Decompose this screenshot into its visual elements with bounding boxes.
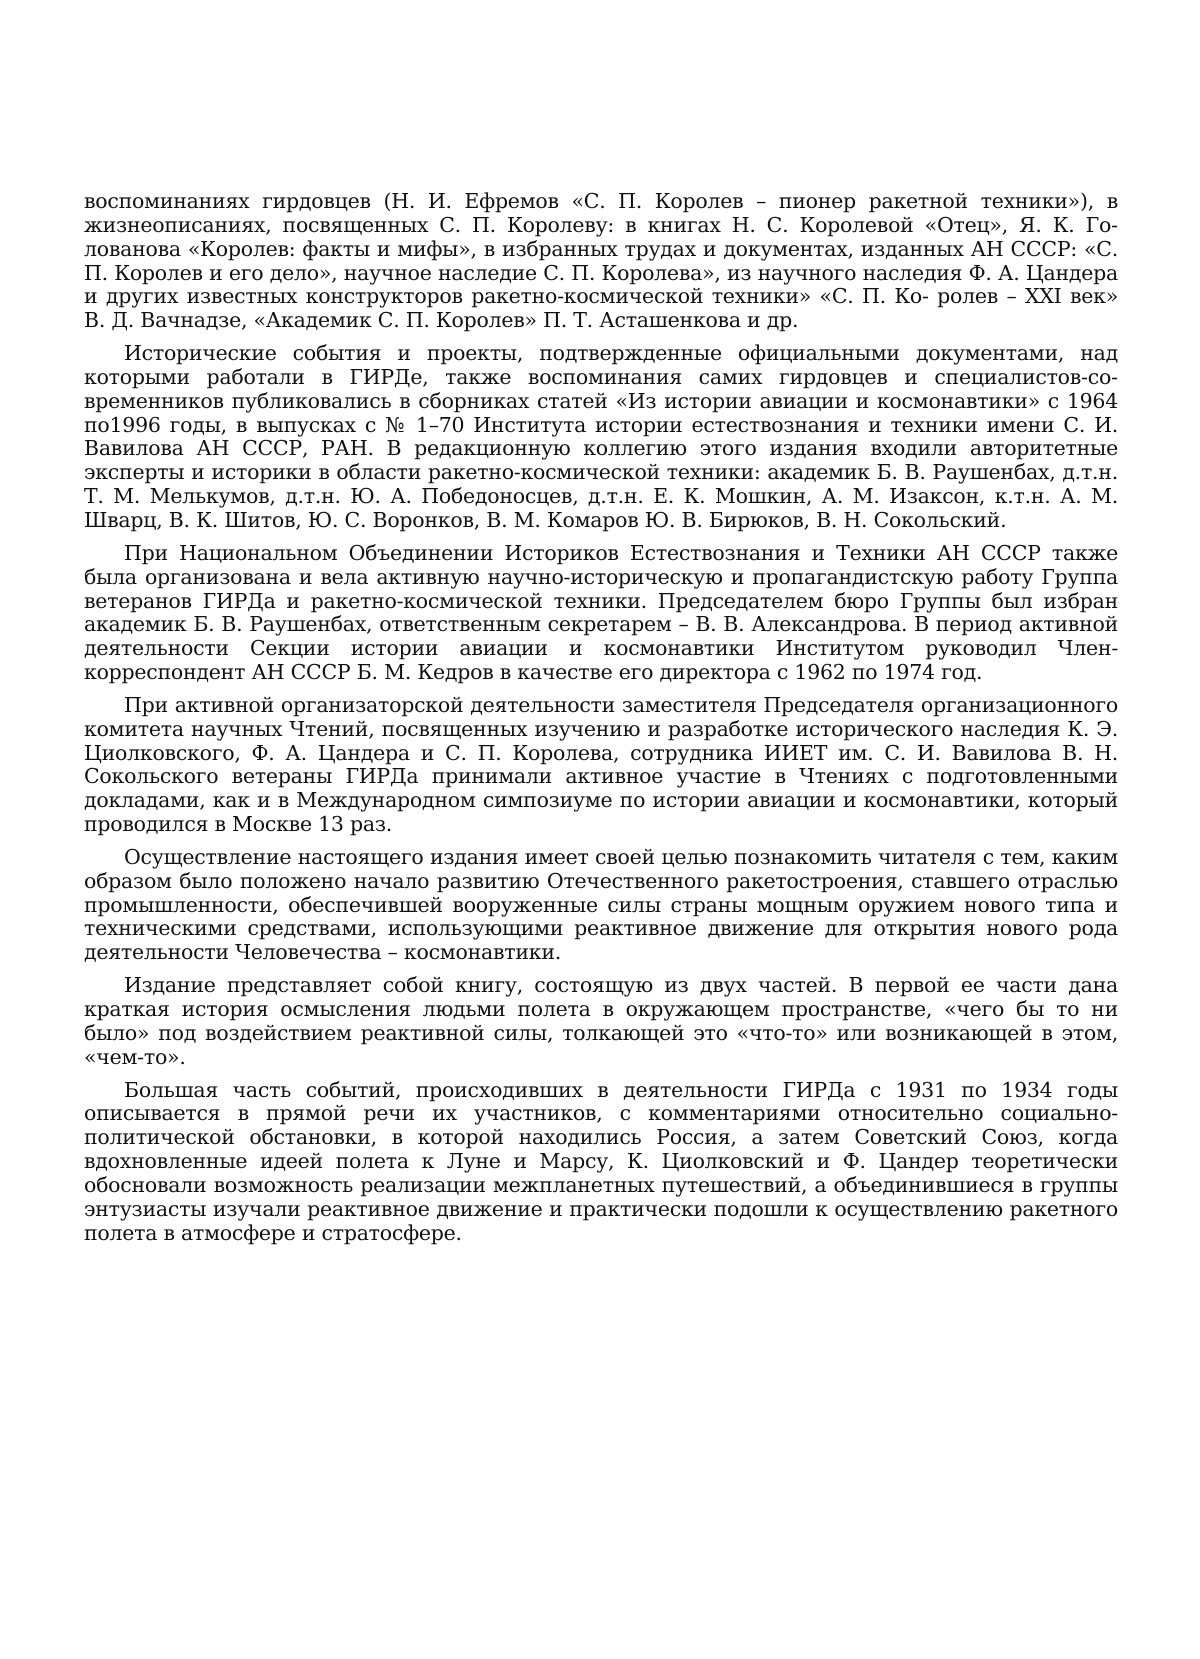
body-text (84, 190, 1118, 1245)
paragraph-7: Большая часть событий, происходивших в деятельности ГИРДа с 1931 по 1934 годы описывается в прямой речи их участников, с комментариями относительно социально-политической обстановки, в которой находились Россия, а затем Советский Союз, когда вдохновленные идеей полета к Луне и Марсу, К. Циолковский и Ф. Цандер теоретически обосновали возможность реализации межпланетных путешествий, а объединившиеся в группы энтузиасты изучали реактивное движение и практически подошли к осуществлению ракетного полета в атмосфере и стратосфере. (84, 1077, 1118, 1245)
paragraph-4: При активной организаторской деятельности заместителя Председателя организационного комитета научных Чтений, посвященных изучению и разработке исторического наследия К. Э. Циолковского, Ф. А. Цандера и С. П. Королева, сотрудника ИИЕТ им. С. И. Вавилова В. Н. Сокольского ветераны ГИРДа принимали активное участие в Чтениях с подготовленными докладами, как и в Международном симпозиуме по истории авиации и космонавтики, который проводился в Москве 13 раз. (84, 692, 1118, 837)
paragraph-2: Исторические события и проекты, подтвержденные официальными документами, над которыми работали в ГИРДе, также воспоминания самих гирдовцев и специалистов-современников публиковались в сборниках статей «Из истории авиации и космонавтики» с 1964 по1996 годы, в выпусках с № 1–70 Института истории естествознания и техники имени С. И. Вавилова АН СССР, РАН. В редакционную коллегию этого издания входили авторитетные эксперты и историки в области ракетно-космической техники: академик Б. В. Раушенбах, д.т.н. Т. М. Мелькумов, д.т.н. Ю. А. Победоносцев, д.т.н. Е. К. Мошкин, А. М. Изаксон, к.т.н. А. М. Шварц, В. К. Шитов, Ю. С. Воронков, В. М. Комаров Ю. В. Бирюков, В. Н. Сокольский. (84, 341, 1118, 532)
paragraph-3: При Национальном Объединении Историков Естествознания и Техники АН СССР также была организована и вела активную научно-историческую и пропагандистскую работу Группа ветеранов ГИРДа и ракетно-космической техники. Председателем бюро Группы был избран академик Б. В. Раушенбах, ответственным секретарем – В. В. Александрова. В период активной деятельности Секции истории авиации и космонавтики Институтом руководил Член-корреспондент АН СССР Б. М. Кедров в качестве его директора с 1962 по 1974 год. (84, 540, 1118, 685)
paragraph-5: Осуществление настоящего издания имеет своей целью познакомить читателя с тем, каким образом было положено начало развитию Отечественного ракетостроения, ставшего отраслью промышленности, обеспечившей вооруженные силы страны мощным оружием нового типа и техническими средствами, использующими реактивное движение для открытия нового рода деятельности Человечества – космонавтики. (84, 844, 1118, 965)
paragraph-6: Издание представляет собой книгу, состоящую из двух частей. В первой ее части дана краткая история осмысления людьми полета в окружающем пространстве, «чего бы то ни было» под воздействием реактивной силы, толкающей это «что-то» или возникающей в этом, «чем-то». (84, 973, 1118, 1069)
paragraph-1: воспоминаниях гирдовцев (Н. И. Ефремов «С. П. Королев – пионер ракетной техники»), в жизнеописаниях, посвященных С. П. Королеву: в книгах Н. С. Королевой «Отец», Я. К. Голованова «Королев: факты и мифы», в избранных трудах и документах, изданных АН СССР: «С. П. Королев и его дело», научное наследие С. П. Королева», из научного наследия Ф. А. Цандера и других известных конструкторов ракетно-космической техники» «С. П. Ко- ролев – XXI век» В. Д. Вачнадзе, «Академик С. П. Королев» П. Т. Асташенкова и др. (84, 189, 1118, 333)
